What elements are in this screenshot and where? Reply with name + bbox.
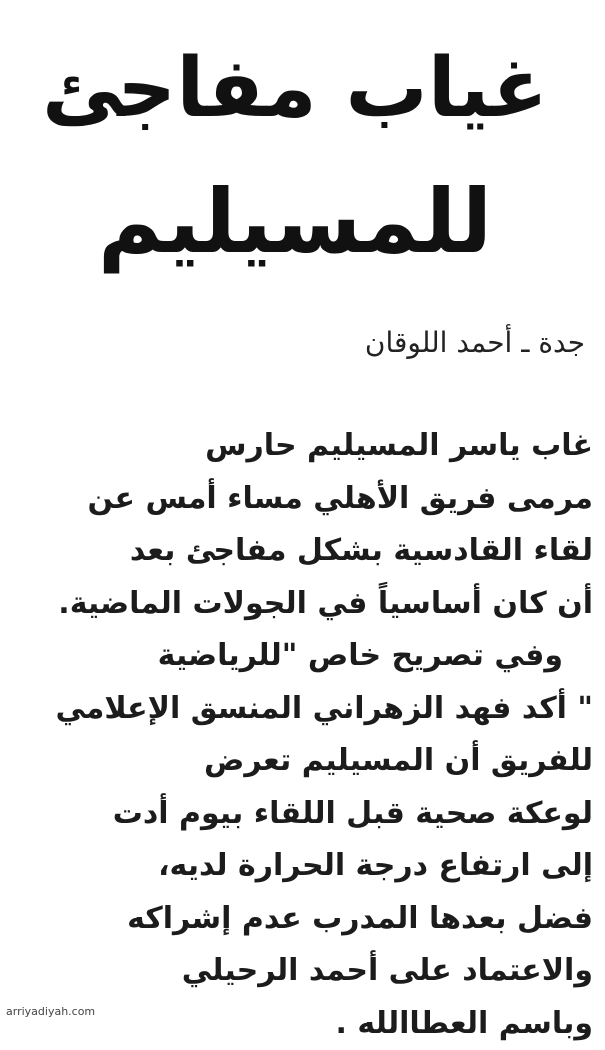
body-line: فضل بعدها المدرب عدم إشراكه	[15, 893, 593, 946]
headline-line-2: للمسيليم	[15, 178, 575, 266]
body-line: وفي تصريح خاص "للرياضية	[15, 630, 593, 683]
body-line: والاعتماد على أحمد الرحيلي	[15, 945, 593, 998]
source-credit: arriyadiyah.com	[6, 1005, 95, 1018]
body-line: وباسم العطاالله .	[15, 998, 593, 1050]
byline: جدة ـ أحمد اللوقان	[365, 326, 585, 359]
body-line: أن كان أساسياً في الجولات الماضية.	[15, 578, 593, 631]
body-line: إلى ارتفاع درجة الحرارة لديه،	[15, 840, 593, 893]
body-line: لوعكة صحية قبل اللقاء بيوم أدت	[15, 788, 593, 841]
body-line: لقاء القادسية بشكل مفاجئ بعد	[15, 525, 593, 578]
article-body	[15, 420, 593, 1050]
headline-line-1: غياب مفاجئ	[15, 48, 575, 130]
body-line: غاب ياسر المسيليم حارس	[15, 420, 593, 473]
body-line: مرمى فريق الأهلي مساء أمس عن	[15, 473, 593, 526]
body-line: " أكد فهد الزهراني المنسق الإعلامي	[15, 683, 593, 736]
body-line: للفريق أن المسيليم تعرض	[15, 735, 593, 788]
